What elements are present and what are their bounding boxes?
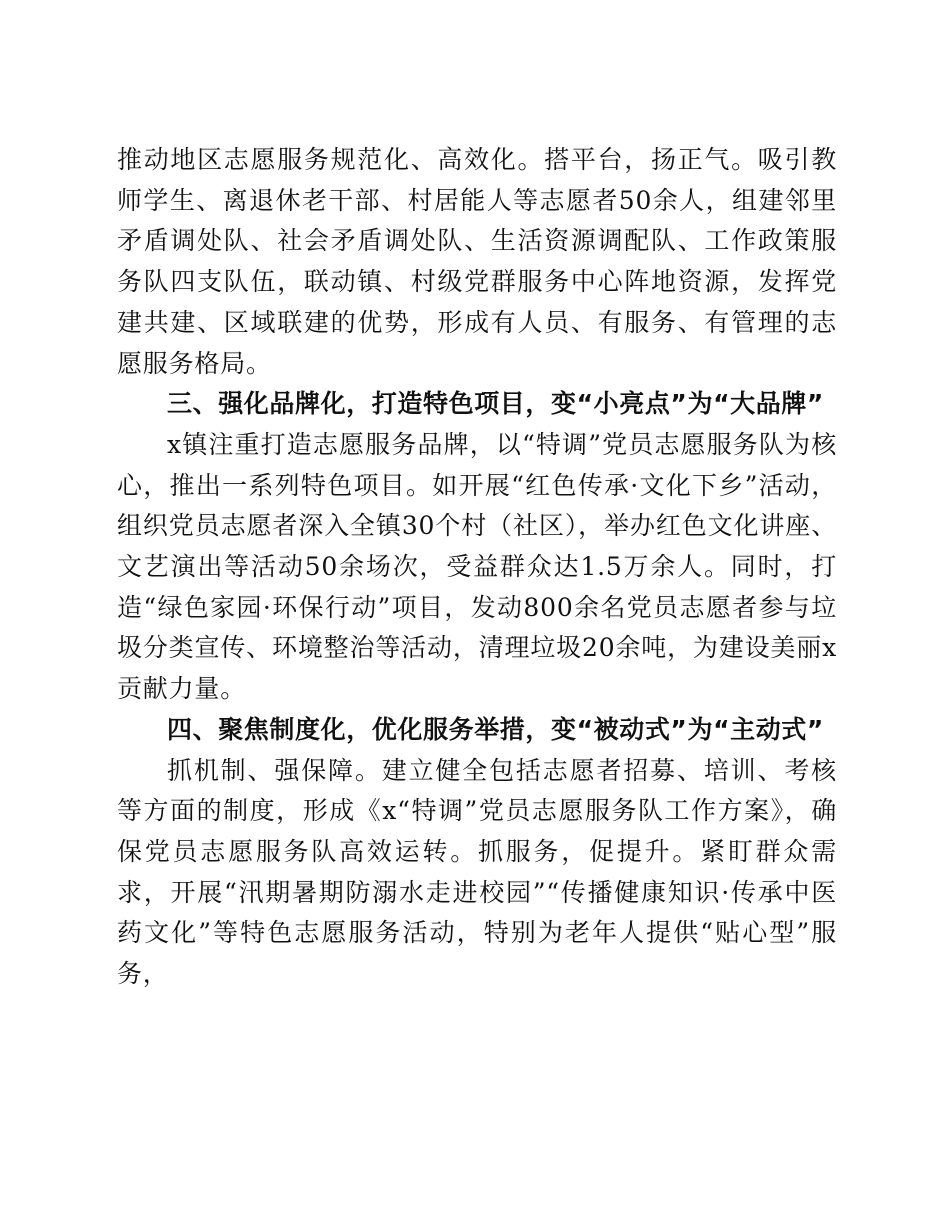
heading-section-four: 四、聚焦制度化，优化服务举措，变“被动式”为“主动式” <box>167 714 824 744</box>
heading-section-three: 三、强化品牌化，打造特色项目，变“小亮点”为“大品牌” <box>167 389 824 419</box>
paragraph-platform-continued: 推动地区志愿服务规范化、高效化。搭平台，扬正气。吸引教师学生、离退休老干部、村居能人等志愿者50余人，组建邻里矛盾调处队、社会矛盾调处队、生活资源调配队、工作政策服务队四支队伍，联动镇、村级党群服务中心阵地资源，发挥党建共建、区域联建的优势，形成有人员、有服务、有管理的志愿服务格局。 <box>117 145 837 378</box>
document-body <box>117 140 837 995</box>
paragraph-brand-projects: x镇注重打造志愿服务品牌，以“特调”党员志愿服务队为核心，推出一系列特色项目。如开展“红色传承·文化下乡”活动，组织党员志愿者深入全镇30个村（社区），举办红色文化讲座、文艺演出等活动50余场次，受益群众达1.5万余人。同时，打造“绿色家园·环保行动”项目，发动800余名党员志愿者参与垃圾分类宣传、环境整治等活动，清理垃圾20余吨，为建设美丽x贡献力量。 <box>117 429 837 704</box>
paragraph-institutionalization: 抓机制、强保障。建立健全包括志愿者招募、培训、考核等方面的制度，形成《x“特调”党员志愿服务队工作方案》，确保党员志愿服务队高效运转。抓服务，促提升。紧盯群众需求，开展“汛期暑期防溺水走进校园”“传播健康知识·传承中医药文化”等特色志愿服务活动，特别为老年人提供“贴心型”服务， <box>117 755 837 989</box>
